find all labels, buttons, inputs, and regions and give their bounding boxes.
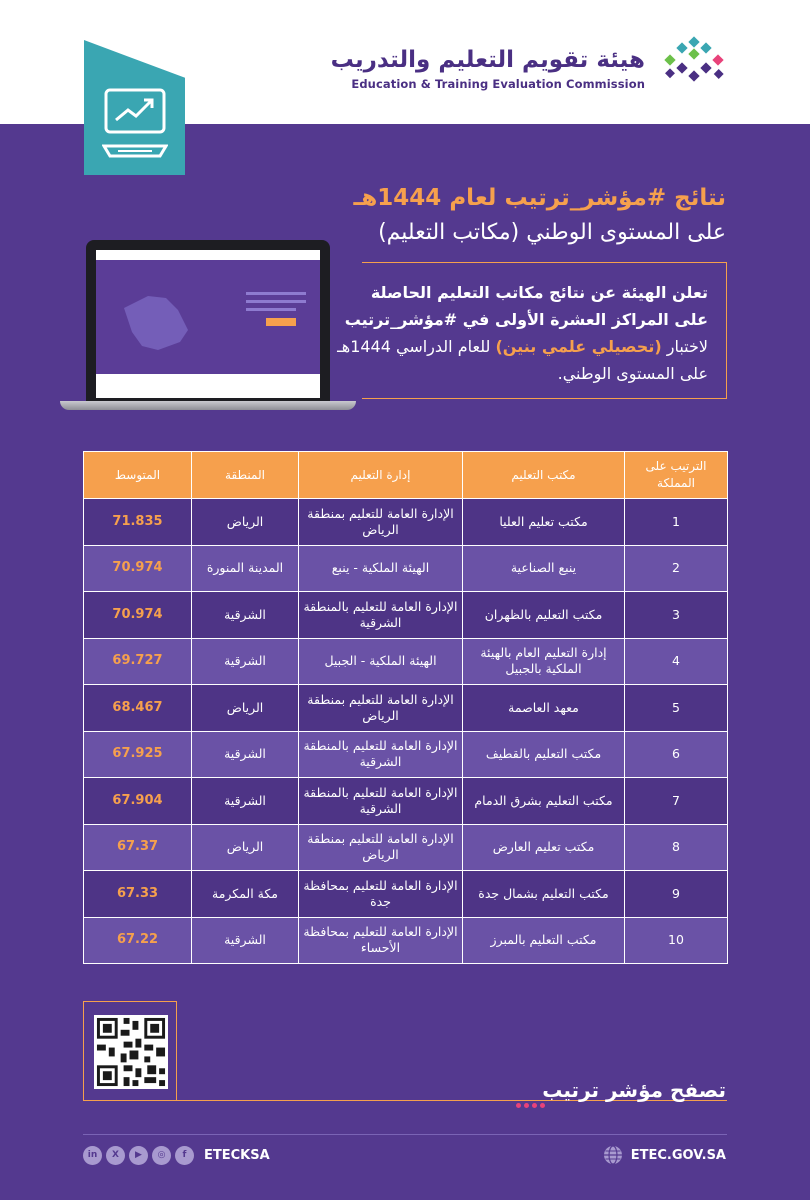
description-line-1: تعلن الهيئة عن نتائج مكاتب التعليم الحاصلة — [370, 283, 708, 302]
cell-office: مكتب التعليم بالظهران — [463, 592, 625, 639]
table-row — [84, 824, 728, 871]
table-row — [84, 731, 728, 778]
cell-region: الرياض — [192, 499, 299, 546]
cell-average: 71.835 — [84, 499, 192, 546]
cell-rank: 1 — [625, 499, 728, 546]
globe-icon — [603, 1145, 623, 1165]
cell-admin: الإدارة العامة للتعليم بمنطقة الرياض — [299, 685, 463, 732]
header-region: المنطقة — [192, 452, 299, 499]
header-average: المتوسط — [84, 452, 192, 499]
cell-rank: 3 — [625, 592, 728, 639]
cell-average: 67.33 — [84, 871, 192, 918]
cell-average: 68.467 — [84, 685, 192, 732]
screen-topbar — [96, 250, 320, 260]
qr-code-icon — [94, 1015, 168, 1089]
cell-admin: الإدارة العامة للتعليم بمحافظة جدة — [299, 871, 463, 918]
social-handle[interactable]: ETECKSA — [204, 1147, 270, 1163]
screen-footer — [96, 374, 320, 398]
etec-logo-icon — [662, 36, 726, 88]
description-highlight: (تحصيلي علمي بنين) — [495, 337, 662, 356]
cell-admin: الهيئة الملكية - ينبع — [299, 545, 463, 592]
laptop-illustration — [60, 240, 356, 412]
cell-rank: 6 — [625, 731, 728, 778]
cell-office: مكتب التعليم بالقطيف — [463, 731, 625, 778]
cell-region: الشرقية — [192, 778, 299, 825]
table-row — [84, 499, 728, 546]
cell-admin: الإدارة العامة للتعليم بمنطقة الرياض — [299, 824, 463, 871]
org-name-english: Education & Training Evaluation Commission — [351, 77, 645, 91]
cell-rank: 4 — [625, 638, 728, 685]
cell-admin: الإدارة العامة للتعليم بالمنطقة الشرقية — [299, 592, 463, 639]
youtube-icon[interactable]: ▶ — [129, 1146, 148, 1165]
cell-average: 67.22 — [84, 917, 192, 964]
cell-region: المدينة المنورة — [192, 545, 299, 592]
cell-rank: 5 — [625, 685, 728, 732]
cell-region: الشرقية — [192, 592, 299, 639]
table-row — [84, 592, 728, 639]
header-admin: إدارة التعليم — [299, 452, 463, 499]
cell-region: الشرقية — [192, 731, 299, 778]
cell-region: مكة المكرمة — [192, 871, 299, 918]
qr-code-box[interactable] — [83, 1001, 177, 1101]
cell-admin: الإدارة العامة للتعليم بالمنطقة الشرقية — [299, 778, 463, 825]
website-link[interactable] — [603, 1145, 726, 1165]
cell-rank: 10 — [625, 917, 728, 964]
saudi-map-icon — [96, 260, 320, 370]
cell-average: 70.974 — [84, 545, 192, 592]
table-row — [84, 871, 728, 918]
header-office: مكتب التعليم — [463, 452, 625, 499]
cell-admin: الهيئة الملكية - الجبيل — [299, 638, 463, 685]
description-text — [337, 279, 708, 387]
table-header-row — [84, 452, 728, 499]
table-row — [84, 685, 728, 732]
cell-rank: 7 — [625, 778, 728, 825]
cell-region: الرياض — [192, 685, 299, 732]
cell-office: ينبع الصناعية — [463, 545, 625, 592]
description-line-2: على المراكز العشرة الأولى في #مؤشر_ترتيب — [344, 310, 708, 329]
page-title: نتائج #مؤشر_ترتيب لعام 1444هـ — [353, 185, 726, 211]
table-row — [84, 545, 728, 592]
cell-average: 67.37 — [84, 824, 192, 871]
table-row — [84, 638, 728, 685]
description-box — [337, 262, 727, 399]
cell-office: مكتب تعليم العليا — [463, 499, 625, 546]
x-icon[interactable]: X — [106, 1146, 125, 1165]
table-row — [84, 917, 728, 964]
laptop-base — [60, 401, 356, 410]
social-links — [83, 1145, 270, 1165]
footer-divider — [83, 1134, 727, 1135]
cell-admin: الإدارة العامة للتعليم بمحافظة الأحساء — [299, 917, 463, 964]
cell-admin: الإدارة العامة للتعليم بمنطقة الرياض — [299, 499, 463, 546]
cell-average: 70.974 — [84, 592, 192, 639]
ranking-table — [83, 451, 728, 964]
org-name-arabic: هيئة تقويم التعليم والتدريب — [330, 47, 645, 73]
linkedin-icon[interactable]: in — [83, 1146, 102, 1165]
cell-office: مكتب تعليم العارض — [463, 824, 625, 871]
cell-office: معهد العاصمة — [463, 685, 625, 732]
cell-average: 67.925 — [84, 731, 192, 778]
computer-chart-icon — [102, 88, 168, 160]
cell-rank: 8 — [625, 824, 728, 871]
cell-region: الشرقية — [192, 917, 299, 964]
cell-office: مكتب التعليم بشمال جدة — [463, 871, 625, 918]
cell-region: الرياض — [192, 824, 299, 871]
cell-office: مكتب التعليم بالمبرز — [463, 917, 625, 964]
cell-admin: الإدارة العامة للتعليم بالمنطقة الشرقية — [299, 731, 463, 778]
website-url[interactable]: ETEC.GOV.SA — [630, 1147, 726, 1163]
logo-text — [331, 46, 645, 91]
cell-rank: 9 — [625, 871, 728, 918]
laptop-screen — [96, 250, 320, 398]
cell-average: 67.904 — [84, 778, 192, 825]
cell-office: إدارة التعليم العام بالهيئة الملكية بالجبيل — [463, 638, 625, 685]
cell-average: 69.727 — [84, 638, 192, 685]
cell-rank: 2 — [625, 545, 728, 592]
table-row — [84, 778, 728, 825]
facebook-icon[interactable]: f — [175, 1146, 194, 1165]
cell-region: الشرقية — [192, 638, 299, 685]
description-line-4: على المستوى الوطني. — [557, 364, 708, 383]
cell-office: مكتب التعليم بشرق الدمام — [463, 778, 625, 825]
browse-link[interactable]: تصفح مؤشر ترتيب — [542, 1078, 726, 1102]
description-line-3-pre: لاختبار — [661, 337, 708, 356]
description-line-3-post: للعام الدراسي 1444هـ — [337, 337, 496, 356]
header-rank: الترتيب على المملكة — [625, 452, 728, 499]
instagram-icon[interactable]: ◎ — [152, 1146, 171, 1165]
laptop-lid — [86, 240, 330, 403]
page-subtitle: على المستوى الوطني (مكاتب التعليم) — [378, 220, 726, 245]
